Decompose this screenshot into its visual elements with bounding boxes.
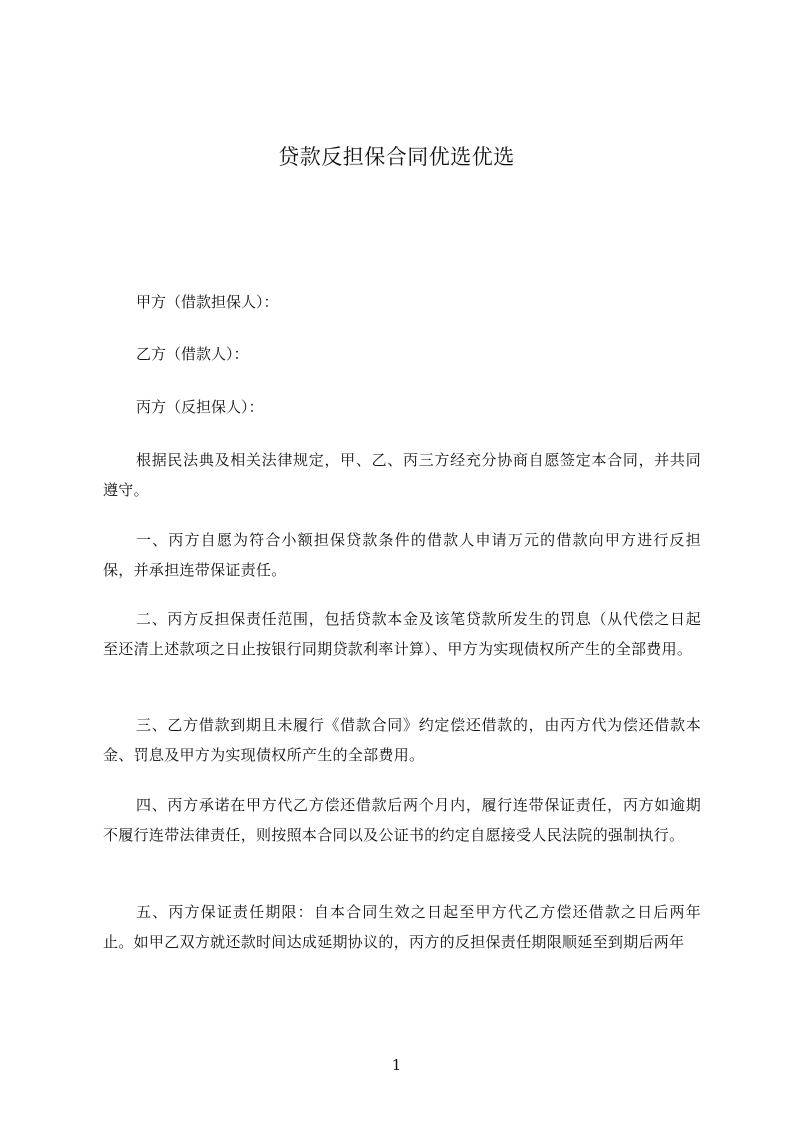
clause-5-paragraph: 五、丙方保证责任期限：自本合同生效之日起至甲方代乙方偿还借款之日后两年止。如甲乙双方就还款时间达成延期协议的，丙方的反担保责任期限顺延至到期后两年 bbox=[103, 903, 701, 951]
clause-1-paragraph: 一、丙方自愿为符合小额担保贷款条件的借款人申请万元的借款向甲方进行反担保，并承担连带保证责任。 bbox=[103, 531, 701, 579]
clause-4-paragraph: 四、丙方承诺在甲方代乙方偿还借款后两个月内，履行连带保证责任，丙方如逾期不履行连带法律责任，则按照本合同以及公证书的约定自愿接受人民法院的强制执行。 bbox=[103, 796, 701, 844]
clause-2-paragraph: 二、丙方反担保责任范围，包括贷款本金及该笔贷款所发生的罚息（从代偿之日起至还清上述款项之日止按银行同期贷款利率计算）、甲方为实现债权所产生的全部费用。 bbox=[103, 610, 701, 658]
clause-3-paragraph: 三、乙方借款到期且未履行《借款合同》约定偿还借款的，由丙方代为偿还借款本金、罚息及甲方为实现债权所产生的全部费用。 bbox=[103, 716, 701, 764]
preamble-paragraph: 根据民法典及相关法律规定，甲、乙、丙三方经充分协商自愿签定本合同，并共同遵守。 bbox=[103, 451, 701, 499]
party-c-line: 丙方（反担保人）： bbox=[136, 398, 264, 416]
party-b-line: 乙方（借款人）： bbox=[136, 345, 249, 363]
document-title: 贷款反担保合同优选优选 bbox=[278, 145, 515, 169]
page-number: 1 bbox=[391, 1056, 402, 1074]
party-a-line: 甲方（借款担保人）： bbox=[136, 293, 279, 311]
